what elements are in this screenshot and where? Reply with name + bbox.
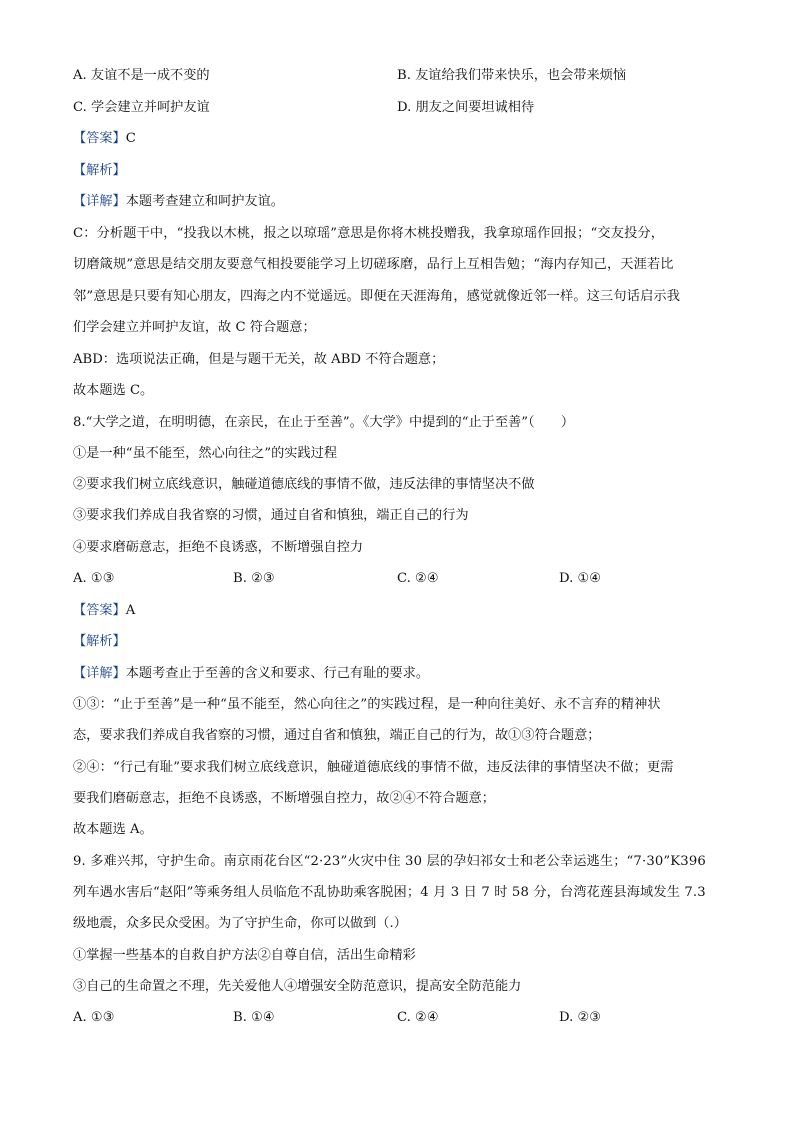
q7-option-c: C. 学会建立并呵护友谊: [73, 100, 210, 115]
q7-analysis-label: 【解析】: [73, 163, 126, 178]
q7-option-a: A. 友谊不是一成不变的: [73, 68, 210, 83]
q7-conclusion: 故本题选 C。: [73, 383, 154, 398]
q7-explanation-line: C：分析题干中，“投我以木桃，报之以琼瑶”意思是你将木桃投赠我，我拿琼瑶作回报；“交友投分，: [73, 226, 665, 241]
q8-explanation-line: 态，要求我们养成自我省察的习惯，通过自省和慎独，端正自己的行为，故①③符合题意；: [73, 728, 601, 743]
q8-answer: [73, 604, 135, 617]
q7-options-row-1: [73, 69, 733, 87]
q8-detail: [73, 667, 429, 680]
q8-statement: ④要求磨砺意志，拒绝不良诱惑，不断增强自控力: [73, 540, 364, 555]
q8-statement: ①是一种“虽不能至，然心向往之”的实践过程: [73, 446, 338, 461]
q8-option-b: B. ②③: [233, 571, 275, 586]
q7-detail: [73, 195, 284, 208]
q8-conclusion: 故本题选 A。: [73, 822, 153, 837]
q8-explanation-line: 要我们磨砺意志，拒绝不良诱惑，不断增强自控力，故②④不符合题意；: [73, 791, 495, 806]
q7-detail-label: 【详解】: [73, 194, 126, 209]
q7-answer-label: 【答案】: [73, 131, 126, 146]
q7-options-row-2: [73, 101, 733, 119]
q9-statement: ①掌握一些基本的自救自护方法②自尊自信，活出生命精彩: [73, 948, 416, 963]
q8-statement: ③要求我们养成自我省察的习惯，通过自省和慎独，端正自己的行为: [73, 508, 469, 523]
q7-explanation-line: 们学会建立并呵护友谊，故 C 符合题意；: [73, 320, 316, 335]
q8-option-d: D. ①④: [559, 571, 602, 586]
q7-answer-value: C: [125, 131, 136, 146]
q8-option-a: A. ①③: [73, 571, 115, 586]
q7-option-d: D. 朋友之间要坦诚相待: [397, 100, 535, 115]
q9-options-row: [73, 1011, 733, 1029]
q7-explanation-line: 切磨箴规”意思是结交朋友要意气相投要能学习上切磋琢磨，品行上互相告勉；“海内存知己，天涯若比: [73, 257, 674, 272]
q9-stem-line: 9. 多难兴邦，守护生命。南京雨花台区“2·23”火灾中住 30 层的孕妇祁女士和老公幸运逃生；“7·30”K396: [73, 854, 706, 869]
q7-explanation-line: 邻”意思是只要有知心朋友，四海之内不觉遥远。即便在天涯海角，感觉就像近邻一样。这三句话启示我: [73, 289, 681, 304]
q8-explanation-line: ②④：“行己有耻”要求我们树立底线意识，触碰道德底线的事情不做，违反法律的事情坚决不做；更需: [73, 760, 674, 775]
q8-stem: 8.“大学之道，在明明德，在亲民，在止于至善”。《大学》中提到的“止于至善”（ ）: [73, 415, 575, 430]
q8-options-row: [73, 572, 733, 590]
q7-answer: [73, 132, 136, 145]
q9-option-c: C. ②④: [397, 1010, 439, 1025]
q9-option-d: D. ②③: [559, 1010, 602, 1025]
q8-statement: ②要求我们树立底线意识，触碰道德底线的事情不做，违反法律的事情坚决不做: [73, 477, 535, 492]
q7-option-b: B. 友谊给我们带来快乐，也会带来烦恼: [397, 68, 627, 83]
q8-option-c: C. ②④: [397, 571, 439, 586]
q7-explanation-line: ABD：选项说法正确，但是与题干无关，故 ABD 不符合题意；: [73, 352, 445, 367]
q9-statement: ③自己的生命置之不理，先关爱他人④增强安全防范意识，提高安全防范能力: [73, 979, 522, 994]
q8-analysis-label: 【解析】: [73, 634, 126, 649]
q9-option-b: B. ①④: [233, 1010, 275, 1025]
q8-detail-text: 本题考查止于至善的含义和要求、行己有耻的要求。: [125, 666, 430, 681]
q8-detail-label: 【详解】: [73, 666, 126, 681]
q7-detail-text: 本题考查建立和呵护友谊。: [125, 194, 284, 209]
q8-answer-label: 【答案】: [73, 603, 126, 618]
q8-explanation-line: ①③：“止于至善”是一种“虽不能至，然心向往之”的实践过程，是一种向往美好、永不言弃的精神状: [73, 697, 661, 712]
q8-answer-value: A: [125, 603, 136, 618]
q9-stem-line: 级地震，众多民众受困。为了守护生命，你可以做到（.）: [73, 916, 407, 931]
q9-stem-line: 列车遇水害后“赵阳”等乘务组人员临危不乱协助乘客脱困；4 月 3 日 7 时 58 分，台湾花莲县海域发生 7.3: [73, 885, 706, 900]
q9-option-a: A. ①③: [73, 1010, 115, 1025]
